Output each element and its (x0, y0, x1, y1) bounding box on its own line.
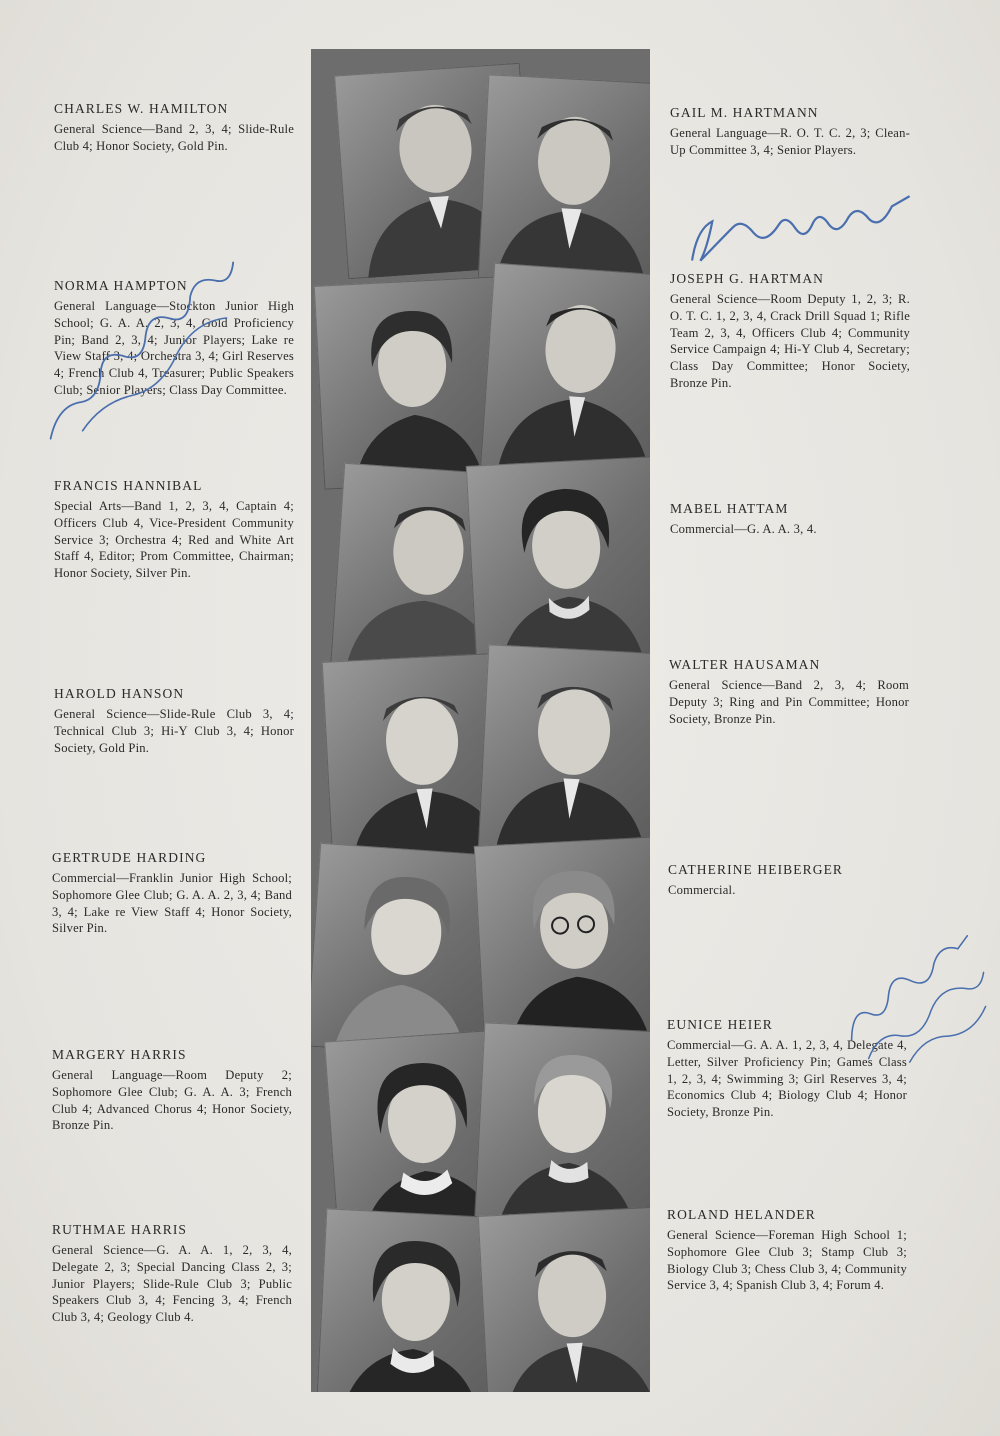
student-activities: General Language—Room Deputy 2; Sophomore Glee Club; G. A. A. 3; French Club 4; Advanced Chorus 4; Honor Society, Bronze Pin. (52, 1068, 292, 1133)
portrait-photo (466, 456, 650, 669)
portrait-photo (474, 836, 650, 1049)
student-name: GAIL M. HARTMANN (670, 105, 819, 120)
student-name: RUTHMAE HARRIS (52, 1222, 188, 1237)
student-name: GERTRUDE HARDING (52, 850, 207, 865)
student-name: NORMA HAMPTON (54, 278, 188, 293)
entry-gail-hartmann (670, 105, 910, 159)
student-activities: Special Arts—Band 1, 2, 3, 4, Captain 4; Officers Club 4, Vice-President Community Service 3; Orchestra 4; Red and White Art Staff 4, Editor; Prom Committee, Chairman; Honor Society, Silver Pin. (54, 499, 294, 581)
student-name: WALTER HAUSAMAN (669, 657, 821, 672)
student-activities: General Language—Stockton Junior High School; G. A. A. 2, 3, 4, Gold Proficiency Pin; Band 2, 3, 4; Junior Players; Lake re View Staff 3, 4; Orchestra 3, 4; Girl Reserves 4; French Club 4, Treasurer; Public Speakers Club; Senior Players; Class Day Committee. (54, 299, 294, 397)
handwritten-signature (681, 186, 923, 279)
student-activities: General Science—Band 2, 3, 4; Slide-Rule Club 4; Honor Society, Gold Pin. (54, 122, 294, 153)
entry-mabel-hattam (670, 501, 910, 538)
entry-norma-hampton (54, 278, 294, 399)
entry-walter-hausaman (669, 657, 909, 727)
student-name: HAROLD HANSON (54, 686, 185, 701)
student-activities: General Science—Foreman High School 1; Sophomore Glee Club 3; Stamp Club 3; Biology Club 3; Chess Club 3, 4; Community Service 3, 4; Spanish Club 3, 4; Forum 4. (667, 1228, 907, 1293)
entry-eunice-heier (667, 1017, 907, 1121)
entry-margery-harris (52, 1047, 292, 1134)
student-activities: Commercial. (668, 883, 736, 897)
student-name: MABEL HATTAM (670, 501, 789, 516)
portrait-strip (311, 49, 650, 1392)
student-activities: General Science—Room Deputy 1, 2, 3; R. O. T. C. 1, 2, 3, 4, Crack Drill Squad 1; Rifle Team 2, 3, 4, Officers Club 4; Community Service Campaign 4; Hi-Y Club 4, Secretary; Class Day Committee; Honor Society, Bronze Pin. (670, 292, 910, 390)
student-name: FRANCIS HANNIBAL (54, 478, 203, 493)
student-name: ROLAND HELANDER (667, 1207, 816, 1222)
portrait-photo (478, 74, 650, 287)
entry-harold-hanson (54, 686, 294, 756)
student-activities: General Science—G. A. A. 1, 2, 3, 4, Delegate 2, 3; Special Dancing Class 2, 3; Junior Players; Slide-Rule Club 3; Public Speakers Club 3, 4; Fencing 3, 4; French Club 3, 4; Geology Club 4. (52, 1243, 292, 1325)
entry-charles-hamilton (54, 101, 294, 155)
entry-catherine-heiberger (668, 862, 908, 899)
portrait-photo (474, 1022, 650, 1235)
portrait-photo (478, 644, 650, 857)
student-name: CATHERINE HEIBERGER (668, 862, 844, 877)
student-name: JOSEPH G. HARTMAN (670, 271, 825, 286)
student-activities: General Science—Slide-Rule Club 3, 4; Technical Club 3; Hi-Y Club 3, 4; Honor Society, Gold Pin. (54, 707, 294, 755)
entry-roland-helander (667, 1207, 907, 1294)
student-activities: Commercial—G. A. A. 1, 2, 3, 4, Delegate 4, Letter, Silver Proficiency Pin; Games Class 1, 2, 3, 4; Swimming 3; Girl Reserves 3, 4; Economics Club 4; Biology Club 4; Honor Society, Bronze Pin. (667, 1038, 907, 1120)
student-activities: General Science—Band 2, 3, 4; Room Deputy 3; Ring and Pin Committee; Honor Society, Bronze Pin. (669, 678, 909, 726)
entry-joseph-hartman (670, 271, 910, 392)
entry-gertrude-harding (52, 850, 292, 937)
portrait-photo (478, 1206, 650, 1392)
student-activities: Commercial—G. A. A. 3, 4. (670, 522, 817, 536)
student-name: MARGERY HARRIS (52, 1047, 187, 1062)
student-name: EUNICE HEIER (667, 1017, 773, 1032)
entry-ruthmae-harris (52, 1222, 292, 1326)
entry-francis-hannibal (54, 478, 294, 582)
student-name: CHARLES W. HAMILTON (54, 101, 229, 116)
student-activities: Commercial—Franklin Junior High School; Sophomore Glee Club; G. A. A. 2, 3, 4; Band 3, 4; Lake re View Staff 4; Honor Society, Silver Pin. (52, 871, 292, 936)
student-activities: General Language—R. O. T. C. 2, 3; Clean-Up Committee 3, 4; Senior Players. (670, 126, 910, 157)
portrait-photo (480, 263, 650, 479)
